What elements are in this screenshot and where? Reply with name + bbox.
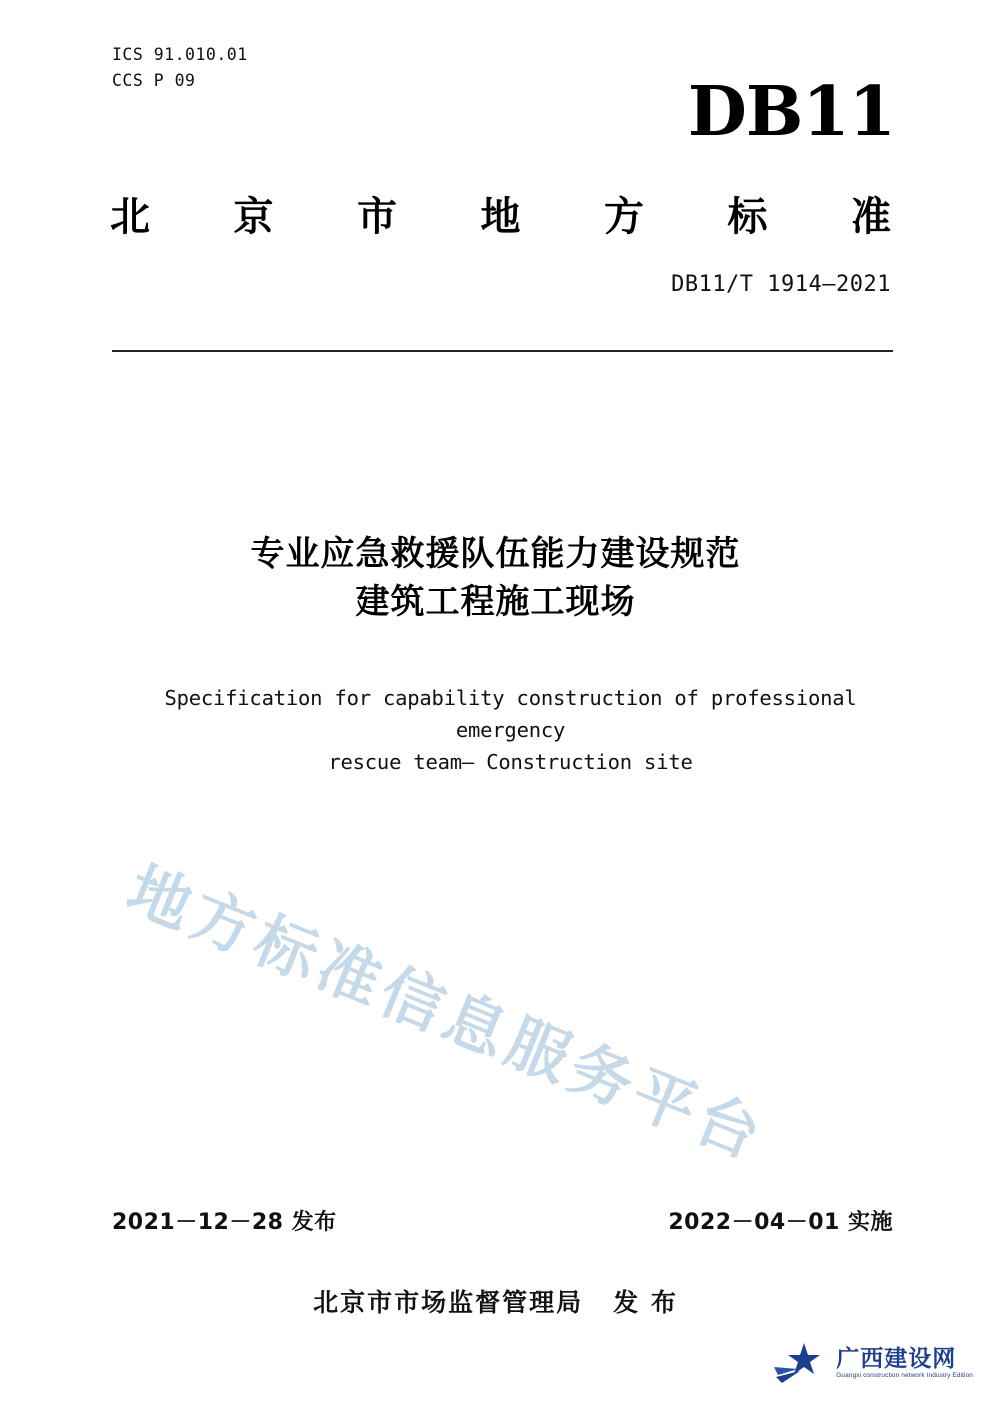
ics-code: ICS 91.010.01 [112,45,248,64]
date-row [112,1205,893,1236]
ccs-code: CCS P 09 [112,71,196,90]
corner-logo-cn: 广西建设网 [836,1345,957,1372]
ics-block [112,42,248,94]
document-title-line2: 建筑工程施工现场 [355,582,636,622]
document-subtitle-line2: rescue team— Construction site [328,750,693,774]
corner-logo-en: Guangxi construction network Industry Edition [836,1371,973,1379]
watermark-text: 地方标准信息服务平台 [117,852,776,1175]
standard-number: DB11/T 1914—2021 [671,272,891,297]
star-icon [774,1341,828,1385]
document-title-line1: 专业应急救援队伍能力建设规范 [250,534,741,574]
document-title [80,530,911,626]
document-subtitle-line1: Specification for capability construction of professional emergency [164,686,857,742]
standard-kind-title: 北 京 市 地 方 标 准 [110,194,891,240]
corner-logo-text [836,1347,973,1380]
header-divider [112,350,893,352]
issuer-action: 发 布 [613,1288,678,1317]
implementation-date: 2022－04－01 实施 [668,1210,893,1235]
db11-mark: DB11 [687,72,895,152]
issuer-line [0,1283,991,1319]
corner-logo [774,1341,973,1385]
issuer-organization: 北京市市场监督管理局 [313,1288,584,1317]
issue-date: 2021－12－28 发布 [112,1210,337,1235]
document-subtitle [110,682,911,778]
